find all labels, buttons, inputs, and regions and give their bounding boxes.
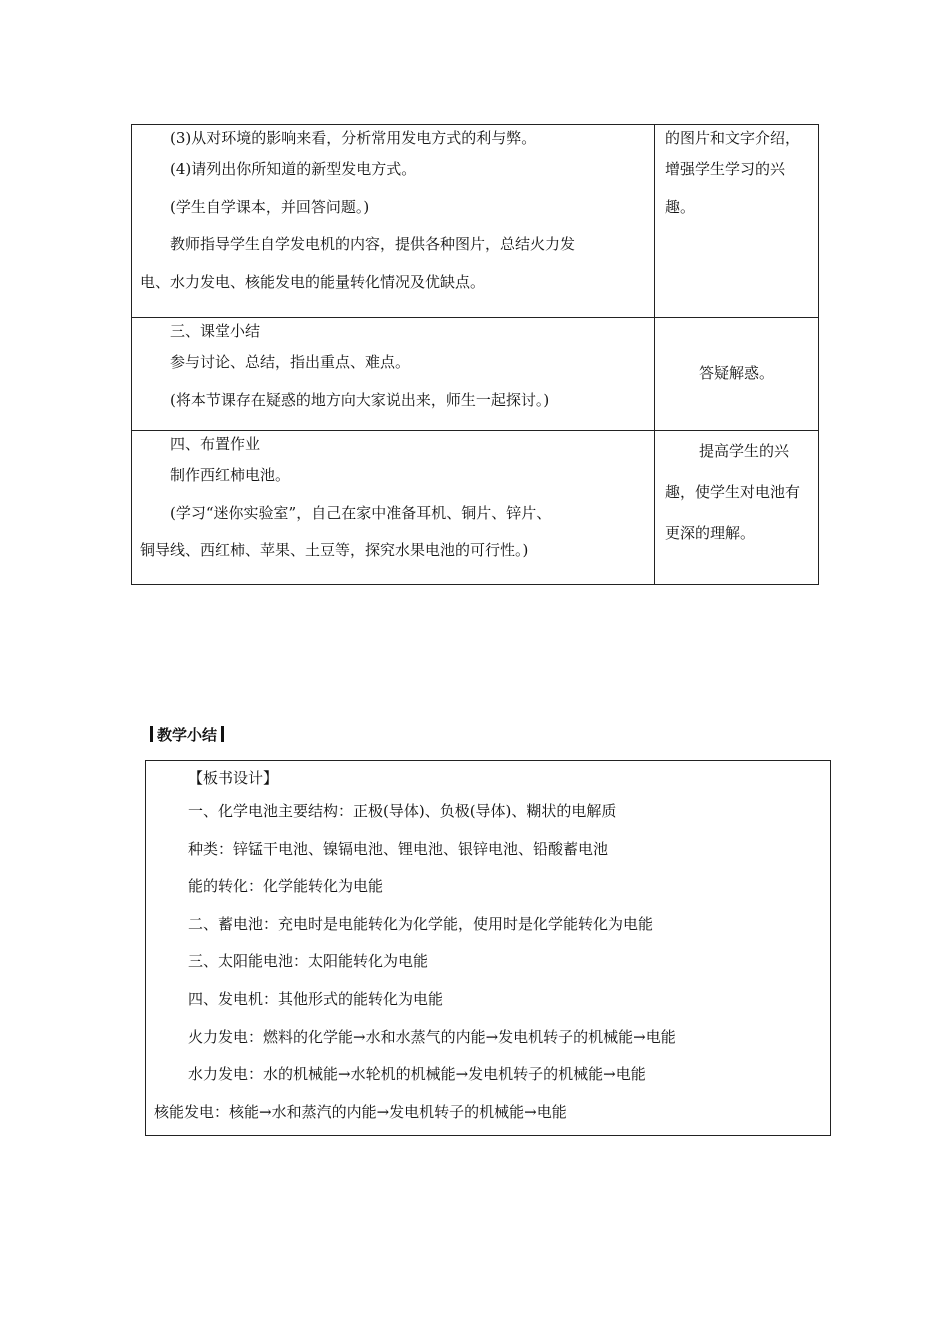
intent-cell: [655, 318, 819, 431]
board-line: 种类：锌锰干电池、镍镉电池、锂电池、银锌电池、铅酸蓄电池: [188, 839, 609, 858]
activity-line: 铜导线、西红柿、苹果、土豆等，探究水果电池的可行性。): [140, 541, 529, 560]
activity-cell: [132, 431, 655, 585]
board-line: 水力发电：水的机械能→水轮机的机械能→发电机转子的机械能→电能: [188, 1065, 646, 1084]
board-line: 一、化学电池主要结构：正极(导体)、负极(导体)、糊状的电解质: [188, 802, 617, 820]
section-title-text: 教学小结: [157, 726, 218, 744]
section-title: [146, 724, 228, 746]
board-line: 四、发电机：其他形式的能转化为电能: [188, 989, 444, 1008]
intent-line: 提高学生的兴: [699, 442, 790, 460]
activity-line: (3)从对环境的影响来看，分析常用发电方式的利与弊。: [170, 129, 537, 147]
board-title: 【板书设计】: [188, 769, 279, 787]
board-line: 核能发电：核能→水和蒸汽的内能→发电机转子的机械能→电能: [154, 1102, 567, 1121]
section-heading-line: 四、布置作业: [170, 435, 261, 453]
table-row: [132, 125, 819, 318]
section-heading-line: 三、课堂小结: [170, 322, 261, 340]
activity-cell: [132, 318, 655, 431]
heading-bar-left: [150, 726, 153, 742]
board-line: 三、太阳能电池：太阳能转化为电能: [188, 952, 429, 971]
activity-line: 教师指导学生自学发电机的内容，提供各种图片，总结火力发: [170, 235, 576, 254]
activity-line: 参与讨论、总结，指出重点、难点。: [170, 353, 411, 371]
intent-line: 趣。: [665, 197, 696, 216]
activity-line: 制作西红柿电池。: [170, 466, 291, 484]
blackboard-design-box: [145, 760, 831, 1136]
activity-line: (学习“迷你实验室”，自己在家中准备耳机、铜片、锌片、: [170, 503, 552, 522]
activity-line: (将本节课存在疑惑的地方向大家说出来，师生一起探讨。): [170, 390, 550, 409]
intent-cell: [655, 431, 819, 585]
lesson-plan-table: [131, 124, 819, 585]
table-row: [132, 431, 819, 585]
activity-line: (4)请列出你所知道的新型发电方式。: [170, 160, 417, 178]
board-line: 能的转化：化学能转化为电能: [188, 877, 384, 896]
activity-line: (学生自学课本，并回答问题。): [170, 197, 370, 216]
board-line: 火力发电：燃料的化学能→水和水蒸气的内能→发电机转子的机械能→电能: [188, 1027, 676, 1046]
intent-line: 答疑解惑。: [698, 364, 774, 383]
intent-line: 增强学生学习的兴: [665, 160, 786, 178]
activity-cell: [132, 125, 655, 318]
table-row: [132, 318, 819, 431]
intent-line: 趣，使学生对电池有: [665, 483, 801, 501]
board-line: 二、蓄电池：充电时是电能转化为化学能，使用时是化学能转化为电能: [188, 914, 654, 933]
intent-cell: [655, 125, 819, 318]
activity-line: 电、水力发电、核能发电的能量转化情况及优缺点。: [140, 272, 486, 291]
heading-bar-right: [221, 726, 224, 742]
intent-line: 的图片和文字介绍，: [665, 129, 801, 147]
intent-line: 更深的理解。: [665, 524, 756, 542]
